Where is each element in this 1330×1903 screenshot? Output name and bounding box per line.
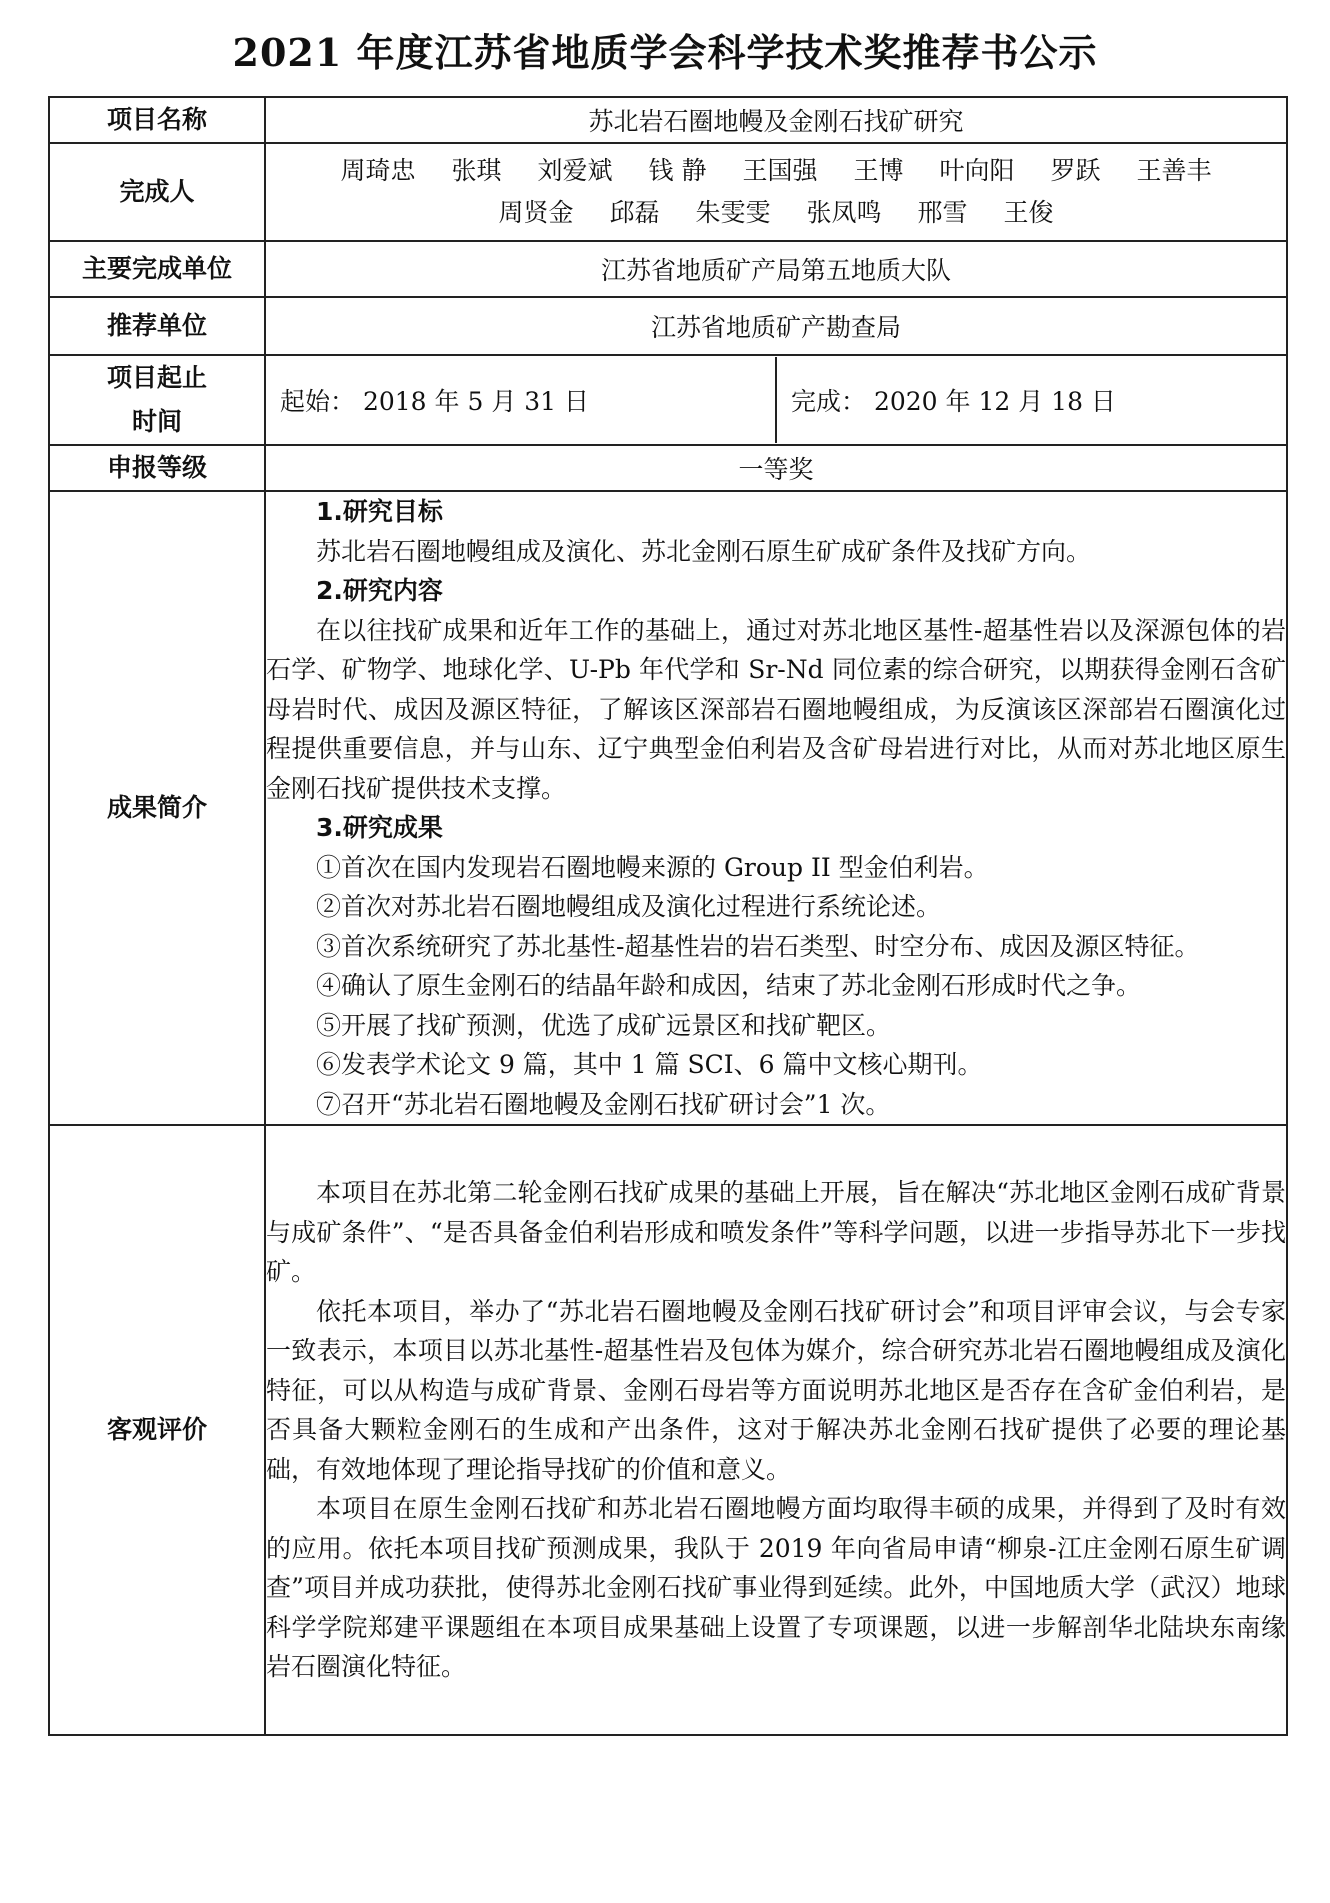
- achievement-item: ⑤开展了找矿预测，优选了成矿远景区和找矿靶区。: [316, 1010, 892, 1040]
- period-label-line-1: 项目起止: [106, 363, 207, 392]
- completer-name: 邱磊: [609, 198, 660, 227]
- completers-label: 完成人: [49, 143, 265, 241]
- completer-name: 王俊: [1003, 198, 1054, 227]
- completer-name: 周琦忠: [340, 156, 416, 185]
- evaluation-paragraph-1: 本项目在苏北第二轮金刚石找矿成果的基础上开展，旨在解决“苏北地区金刚石成矿背景与成矿条件”、“是否具备金伯利岩形成和喷发条件”等科学问题，以进一步指导苏北下一步找矿。: [266, 1178, 1286, 1287]
- row-period: [49, 355, 1287, 445]
- completer-name: 钱 静: [648, 156, 707, 185]
- completers-line-2: [276, 192, 1276, 234]
- period-label-line-2: 时间: [131, 407, 182, 436]
- completer-name: 张凤鸣: [806, 198, 882, 227]
- row-recommender: [49, 297, 1287, 355]
- main-unit-label: 主要完成单位: [49, 241, 265, 297]
- completer-name: 王善丰: [1136, 156, 1212, 185]
- evaluation-label: 客观评价: [49, 1125, 265, 1735]
- page-title: 2021 年度江苏省地质学会科学技术奖推荐书公示: [232, 30, 1098, 75]
- achievement-item: ⑦召开“苏北岩石圈地幔及金刚石找矿研讨会”1 次。: [316, 1089, 891, 1119]
- completer-name: 王国强: [742, 156, 818, 185]
- recommender-label: 推荐单位: [49, 297, 265, 355]
- period-label: [49, 355, 265, 445]
- period-end: 完成： 2020 年 12 月 18 日: [791, 387, 1116, 416]
- summary-label: 成果简介: [49, 491, 265, 1125]
- row-project-name: [49, 97, 1287, 143]
- completer-name: 周贤金: [498, 198, 574, 227]
- summary-heading-2: 2.研究内容: [316, 576, 443, 605]
- completer-name: 朱雯雯: [695, 198, 771, 227]
- achievement-item: ①首次在国内发现岩石圈地幔来源的 Group II 型金伯利岩。: [316, 852, 989, 882]
- completer-name: 刘爱斌: [537, 156, 613, 185]
- completer-name: 王博: [853, 156, 904, 185]
- period-start: 起始： 2018 年 5 月 31 日: [266, 357, 777, 443]
- row-summary: [49, 491, 1287, 1125]
- summary-heading-3: 3.研究成果: [316, 813, 443, 842]
- recommendation-form-table: [48, 96, 1288, 1736]
- achievement-item: ②首次对苏北岩石圈地幔组成及演化过程进行系统论述。: [316, 892, 942, 921]
- completers-value: [265, 143, 1287, 241]
- row-main-unit: [49, 241, 1287, 297]
- evaluation-paragraph-2: 依托本项目，举办了“苏北岩石圈地幔及金刚石找矿研讨会”和项目评审会议，与会专家一致表示，本项目以苏北基性-超基性岩及包体为媒介，综合研究苏北岩石圈地幔组成及演化特征，可以从构造与成矿背景、金刚石母岩等方面说明苏北地区是否存在含矿金伯利岩，是否具备大颗粒金刚石的生成和产出条件，这对于解决苏北金刚石找矿提供了必要的理论基础，有效地体现了理论指导找矿的价值和意义。: [266, 1296, 1286, 1484]
- row-completers: [49, 143, 1287, 241]
- completer-name: 叶向阳: [939, 156, 1015, 185]
- achievement-item: ④确认了原生金刚石的结晶年龄和成因，结束了苏北金刚石形成时代之争。: [316, 971, 1142, 1000]
- summary-heading-1: 1.研究目标: [316, 497, 443, 526]
- completer-name: 罗跃: [1050, 156, 1101, 185]
- achievement-item: ③首次系统研究了苏北基性-超基性岩的岩石类型、时空分布、成因及源区特征。: [316, 931, 1200, 961]
- project-name-value: 苏北岩石圈地幔及金刚石找矿研究: [265, 97, 1287, 143]
- completers-line-1: [276, 150, 1276, 192]
- evaluation-paragraph-3: 本项目在原生金刚石找矿和苏北岩石圈地幔方面均取得丰硕的成果，并得到了及时有效的应用。依托本项目找矿预测成果，我队于 2019 年向省局申请“柳泉-江庄金刚石原生矿调查”项目并成功获批，使得苏北金刚石找矿事业得到延续。此外，中国地质大学（武汉）地球科学学院郑建平课题组在本项目成果基础上设置了专项课题，以进一步解剖华北陆块东南缘岩石圈演化特征。: [266, 1494, 1286, 1682]
- period-value: [265, 355, 1287, 445]
- summary-content: [265, 491, 1287, 1125]
- project-name-label: 项目名称: [49, 97, 265, 143]
- row-grade: [49, 445, 1287, 491]
- completer-name: 张琪: [451, 156, 502, 185]
- summary-paragraph-2: 在以往找矿成果和近年工作的基础上，通过对苏北地区基性-超基性岩以及深源包体的岩石学、矿物学、地球化学、U-Pb 年代学和 Sr-Nd 同位素的综合研究，以期获得金刚石含矿母岩时代、成因及源区特征，了解该区深部岩石圈地幔组成，为反演该区深部岩石圈演化过程提供重要信息，并与山东、辽宁典型金伯利岩及含矿母岩进行对比，从而对苏北地区原生金刚石找矿提供技术支撑。: [266, 615, 1286, 803]
- recommender-value: 江苏省地质矿产勘查局: [265, 297, 1287, 355]
- grade-label: 申报等级: [49, 445, 265, 491]
- completer-name: 邢雪: [917, 198, 968, 227]
- summary-paragraph-1: 苏北岩石圈地幔组成及演化、苏北金刚石原生矿成矿条件及找矿方向。: [316, 536, 1092, 566]
- evaluation-content: [265, 1125, 1287, 1735]
- grade-value: 一等奖: [265, 445, 1287, 491]
- achievement-item: ⑥发表学术论文 9 篇，其中 1 篇 SCI、6 篇中文核心期刊。: [316, 1050, 983, 1079]
- main-unit-value: 江苏省地质矿产局第五地质大队: [265, 241, 1287, 297]
- row-evaluation: [49, 1125, 1287, 1735]
